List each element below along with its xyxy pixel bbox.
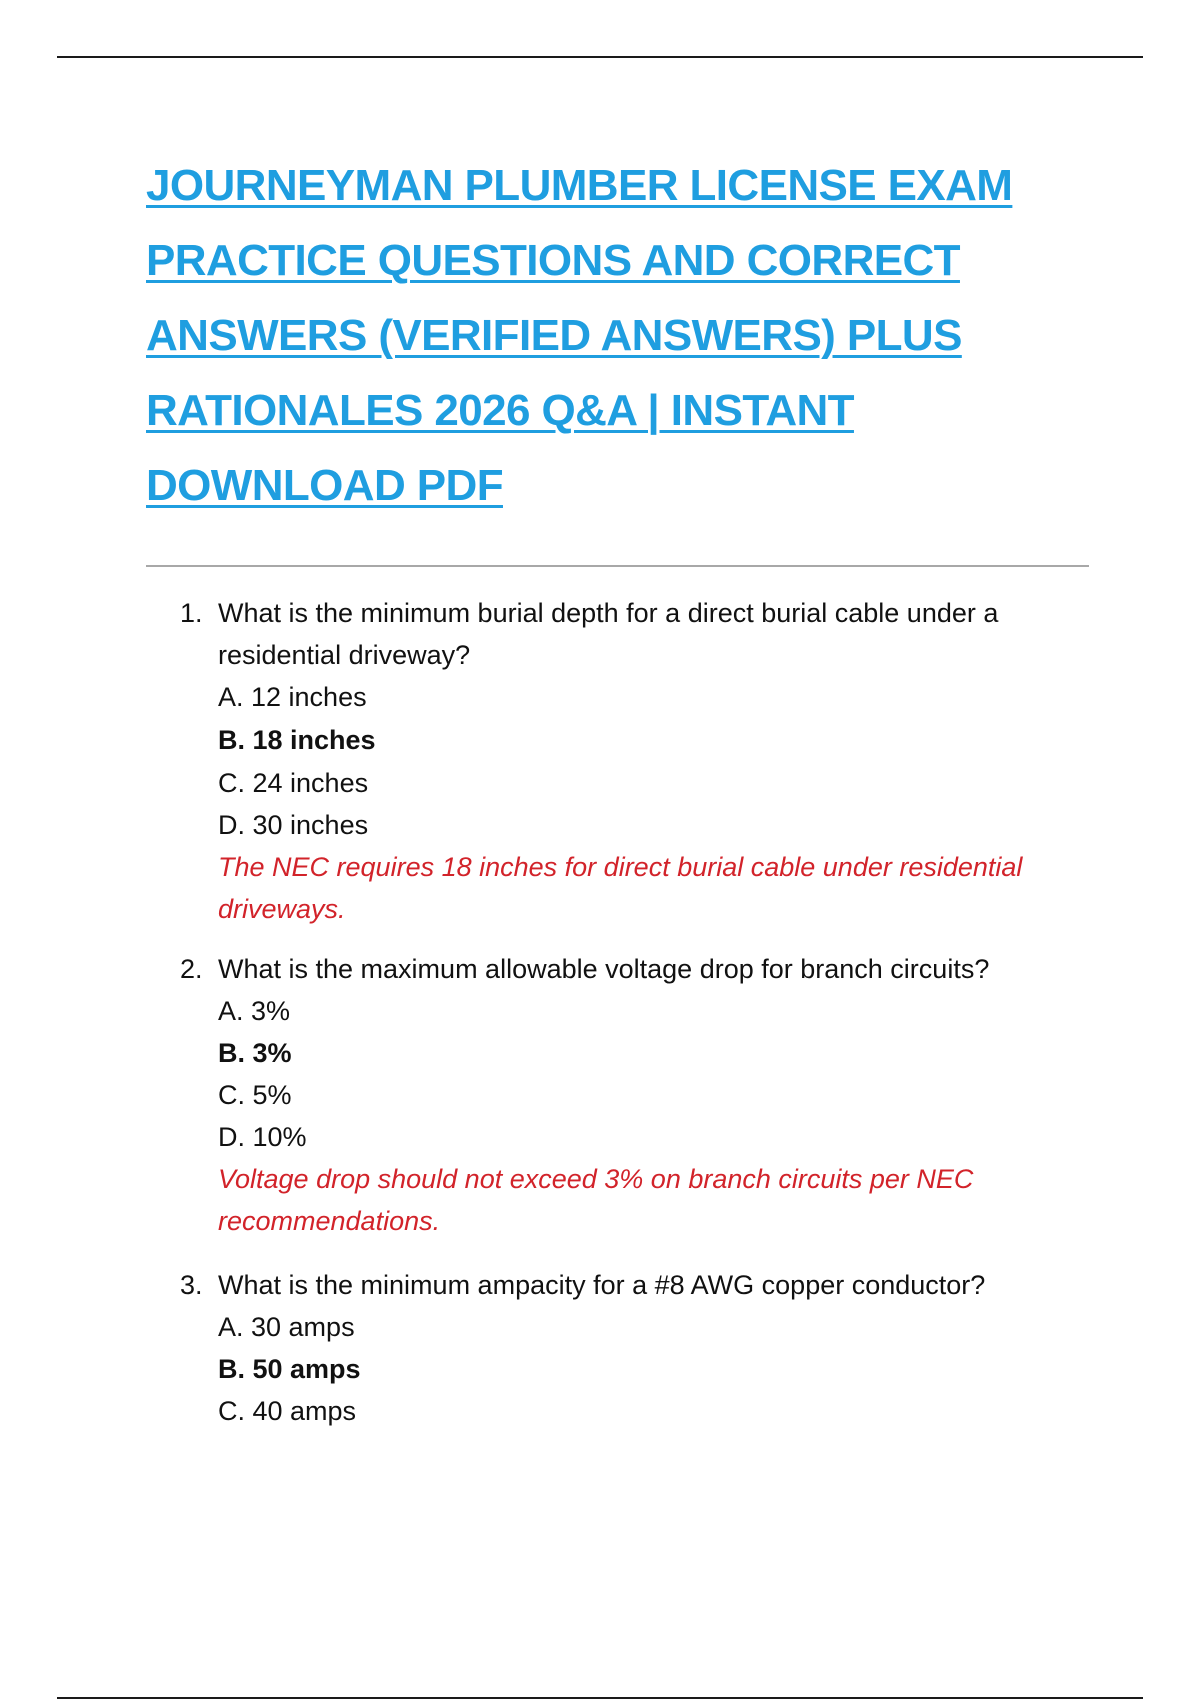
title-line: ANSWERS (VERIFIED ANSWERS) PLUS	[146, 311, 962, 360]
title-line: RATIONALES 2026 Q&A | INSTANT	[146, 386, 854, 435]
title-line: JOURNEYMAN PLUMBER LICENSE EXAM	[146, 161, 1013, 210]
rationale-text: Voltage drop should not exceed 3% on branch circuits per NEC recommendations.	[218, 1164, 974, 1236]
title-line: PRACTICE QUESTIONS AND CORRECT	[146, 236, 960, 285]
rationale-text: The NEC requires 18 inches for direct burial cable under residential driveways.	[218, 852, 1023, 924]
answer-option: D. 10%	[218, 1122, 307, 1152]
answer-option: A. 30 amps	[218, 1312, 355, 1342]
answer-option: C. 40 amps	[218, 1396, 357, 1426]
question-text: What is the minimum burial depth for a direct burial cable under a residential driveway?	[218, 598, 999, 670]
question-body	[218, 948, 1098, 1242]
answer-option: A. 3%	[218, 996, 291, 1026]
answer-option: C. 24 inches	[218, 768, 369, 798]
question-number: 3.	[180, 1270, 203, 1300]
answer-option: C. 5%	[218, 1080, 292, 1110]
correct-answer-option: B. 18 inches	[218, 725, 376, 755]
answer-option: A. 12 inches	[218, 682, 367, 712]
title-line: DOWNLOAD PDF	[146, 461, 503, 510]
question-body	[218, 1264, 1098, 1432]
question-number: 2.	[180, 954, 203, 984]
answer-option: D. 30 inches	[218, 810, 369, 840]
question-number: 1.	[180, 598, 203, 628]
question-text: What is the minimum ampacity for a #8 AWG copper conductor?	[218, 1270, 986, 1300]
correct-answer-option: B. 50 amps	[218, 1354, 361, 1384]
footer-rule	[57, 1697, 1143, 1699]
correct-answer-option: B. 3%	[218, 1038, 292, 1068]
question-text: What is the maximum allowable voltage drop for branch circuits?	[218, 954, 990, 984]
question-body	[218, 592, 1098, 930]
